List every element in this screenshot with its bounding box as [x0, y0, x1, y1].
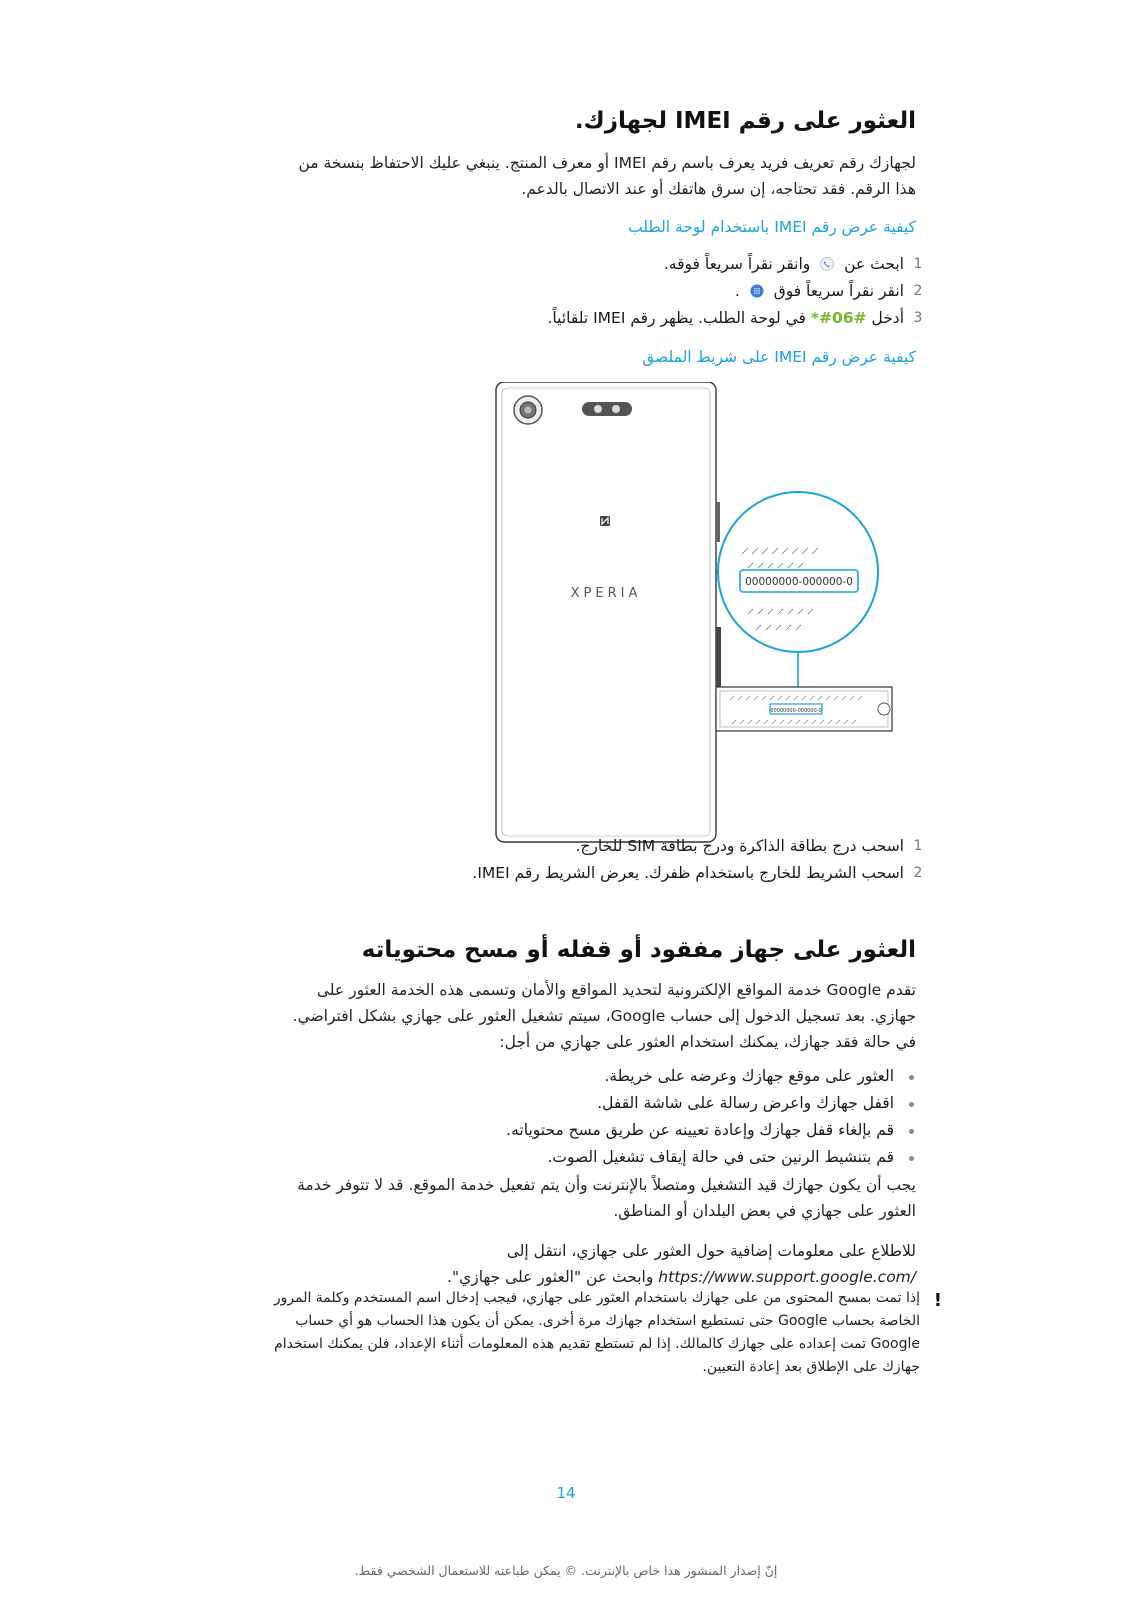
note-line-1: إذا تمت بمسح المحتوى من على جهازك باستخدام العثور على جهازي، فيجب إدخال اسم المستخدم وكلمة المرور: [273, 1290, 920, 1306]
step-number: 2: [913, 864, 923, 881]
step-number: 1: [913, 837, 923, 854]
step-3-text-after: في لوحة الطلب. يظهر رقم IMEI تلقائياً.: [547, 308, 806, 327]
requirements-line-1: يجب أن يكون جهازك قيد التشغيل ومتصلاً بالإنترنت وأن يتم تفعيل خدمة الموقع. قد لا تتوفر خدمة: [297, 1176, 916, 1194]
brand-logo: XPERIA: [570, 586, 642, 601]
subhead-label-strip: كيفية عرض رقم IMEI على شريط الملصق: [642, 348, 916, 366]
step-1-text-before: ابحث عن: [844, 254, 904, 273]
step-2-text-after: .: [734, 281, 740, 300]
tray-slot: [716, 627, 721, 687]
label-steps: [172, 832, 932, 886]
note-line-2: الخاصة بحساب Google حتى تستطيع استخدام جهازك مرة أخرى. يمكن أن يكون هذا الحساب هو أي حساب: [295, 1313, 920, 1329]
find-intro-line-3: في حالة فقد جهازك، يمكنك استخدام العثور على جهازي من أجل:: [499, 1033, 916, 1051]
label-step-2-text: اسحب الشريط للخارج باستخدام ظفرك. يعرض الشريط رقم IMEI.: [472, 863, 904, 882]
subhead-dialpad: كيفية عرض رقم IMEI باستخدام لوحة الطلب: [628, 218, 916, 236]
bullet-item: قم بإلغاء قفل جهازك وإعادة تعيينه عن طريق مسح محتوياته.: [156, 1117, 916, 1144]
phone-back-illustration: [480, 382, 920, 847]
tray-imei-text: 00000000-000000-0: [770, 708, 822, 714]
section-title-imei: العثور على رقم IMEI لجهازك.: [574, 108, 916, 134]
imei-label-text: 00000000-000000-0: [745, 576, 853, 588]
section-title-find-device: العثور على جهاز مفقود أو قفله أو مسح محتوياته: [361, 937, 916, 963]
dialpad-step-2: [172, 277, 932, 304]
step-number: 3: [913, 309, 923, 326]
label-step-1-text: اسحب درج بطاقة الذاكرة ودرج بطاقة SIM للخارج.: [575, 836, 904, 855]
step-1-text-after: وانقر نقراً سريعاً فوقه.: [663, 254, 811, 273]
step-3-text-before: أدخل: [871, 308, 904, 327]
more-info-line-1: للاطلاع على معلومات إضافية حول العثور على جهازي، انتقل إلى: [506, 1242, 916, 1260]
label-step-1: [172, 832, 932, 859]
label-step-2: [172, 859, 932, 886]
dialpad-icon: [750, 284, 764, 298]
warning-icon: !: [933, 1290, 942, 1311]
flash-strip: [582, 402, 632, 416]
side-button: [716, 502, 720, 542]
dialpad-step-1: [172, 250, 932, 277]
page-number: 14: [556, 1484, 576, 1502]
find-intro-line-2: جهازي. بعد تسجيل الدخول إلى حساب Google، سيتم تشغيل العثور على جهازي بشكل افتراضي.: [292, 1007, 916, 1025]
dialpad-step-3: [172, 304, 932, 331]
imei-intro-line-2: هذا الرقم. فقد تحتاجه، إن سرق هاتفك أو عند الاتصال بالدعم.: [521, 180, 916, 198]
more-info-after: وابحث عن "العثور على جهازي".: [447, 1268, 654, 1286]
phone-body: [496, 382, 716, 842]
bullet-item: قم بتنشيط الرنين حتى في حالة إيقاف تشغيل الصوت.: [156, 1144, 916, 1171]
dialpad-steps: [172, 250, 932, 331]
find-intro-line-1: تقدم Google خدمة المواقع الإلكترونية لتحديد المواقع والأمان وتسمى هذه الخدمة العثور على: [316, 981, 916, 999]
note-line-3: Google تمت إعداده على جهازك كالمالك. إذا لم تستطع تقديم هذه المعلومات أثناء الإعداد، فلن يمكنك استخدام: [274, 1336, 920, 1352]
support-link[interactable]: https://www.support.google.com/: [658, 1268, 916, 1286]
step-2-text-before: انقر نقراً سريعاً فوق: [773, 281, 904, 300]
requirements-line-2: العثور على جهازي في بعض البلدان أو المناطق.: [613, 1202, 916, 1220]
phone-dialer-icon: [820, 257, 834, 271]
step-number: 1: [913, 255, 923, 272]
note-line-4: جهازك على الإطلاق بعد إعادة التعيين.: [702, 1359, 920, 1375]
footer-note: إنّ إصدار المنشور هذا خاص بالإنترنت. © يمكن طباعته للاستعمال الشخصي فقط.: [354, 1563, 778, 1578]
imei-code: *#06#: [810, 308, 867, 327]
find-device-bullets: [156, 1063, 916, 1171]
bullet-item: اقفل جهازك واعرض رسالة على شاشة القفل.: [156, 1090, 916, 1117]
bullet-item: العثور على موقع جهازك وعرضه على خريطة.: [156, 1063, 916, 1090]
imei-intro-line-1: لجهازك رقم تعريف فريد يعرف باسم رقم IMEI أو معرف المنتج. ينبغي عليك الاحتفاظ بنسخة من: [298, 154, 916, 172]
step-number: 2: [913, 282, 923, 299]
